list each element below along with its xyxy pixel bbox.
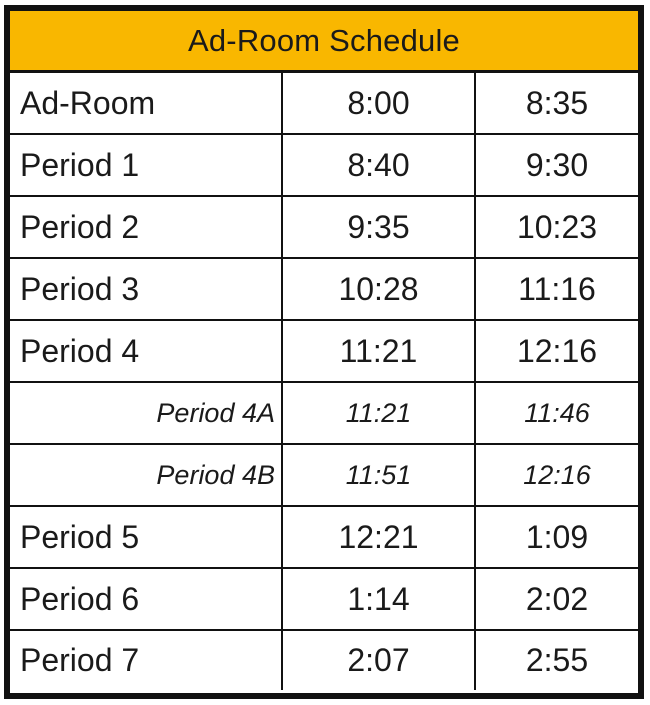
period-name: Period 4B [10,445,283,505]
period-name: Period 1 [10,135,283,195]
end-time: 2:55 [525,642,589,678]
start-time: 8:00 [283,73,476,133]
schedule-rows [10,73,638,690]
period-name: Ad-Room [10,73,283,133]
end-time: 12:16 [516,332,598,369]
period-name: Period 7 [10,631,283,690]
period-name: Period 4 [10,321,283,381]
table-row [10,507,638,569]
start-time: 10:28 [283,259,476,319]
period-name: Period 3 [10,259,283,319]
period-name: Period 2 [10,197,283,257]
table-row [10,197,638,259]
period-name: Period 5 [10,507,283,567]
end-time: 11:46 [524,397,590,428]
end-time: 10:23 [516,208,598,245]
table-row [10,259,638,321]
table-row [10,135,638,197]
schedule-title: Ad-Room Schedule [10,11,638,73]
table-row [10,631,638,690]
period-name: Period 4A [10,383,283,443]
start-time: 9:35 [283,197,476,257]
start-time: 1:14 [283,569,476,629]
table-row-subperiod [10,445,638,507]
start-time: 11:21 [283,383,476,443]
table-row-subperiod [10,383,638,445]
period-name: Period 6 [10,569,283,629]
table-row [10,569,638,631]
table-row [10,321,638,383]
end-time: 11:16 [518,270,596,307]
end-time: 9:30 [525,146,589,183]
end-time: 1:09 [525,518,589,555]
end-time: 12:16 [523,459,591,490]
end-time: 8:35 [525,84,589,121]
start-time: 11:21 [283,321,476,381]
start-time: 2:07 [283,631,476,690]
start-time: 8:40 [283,135,476,195]
end-time: 2:02 [525,580,589,617]
start-time: 12:21 [283,507,476,567]
table-row [10,73,638,135]
schedule-table [4,5,644,699]
start-time: 11:51 [283,445,476,505]
